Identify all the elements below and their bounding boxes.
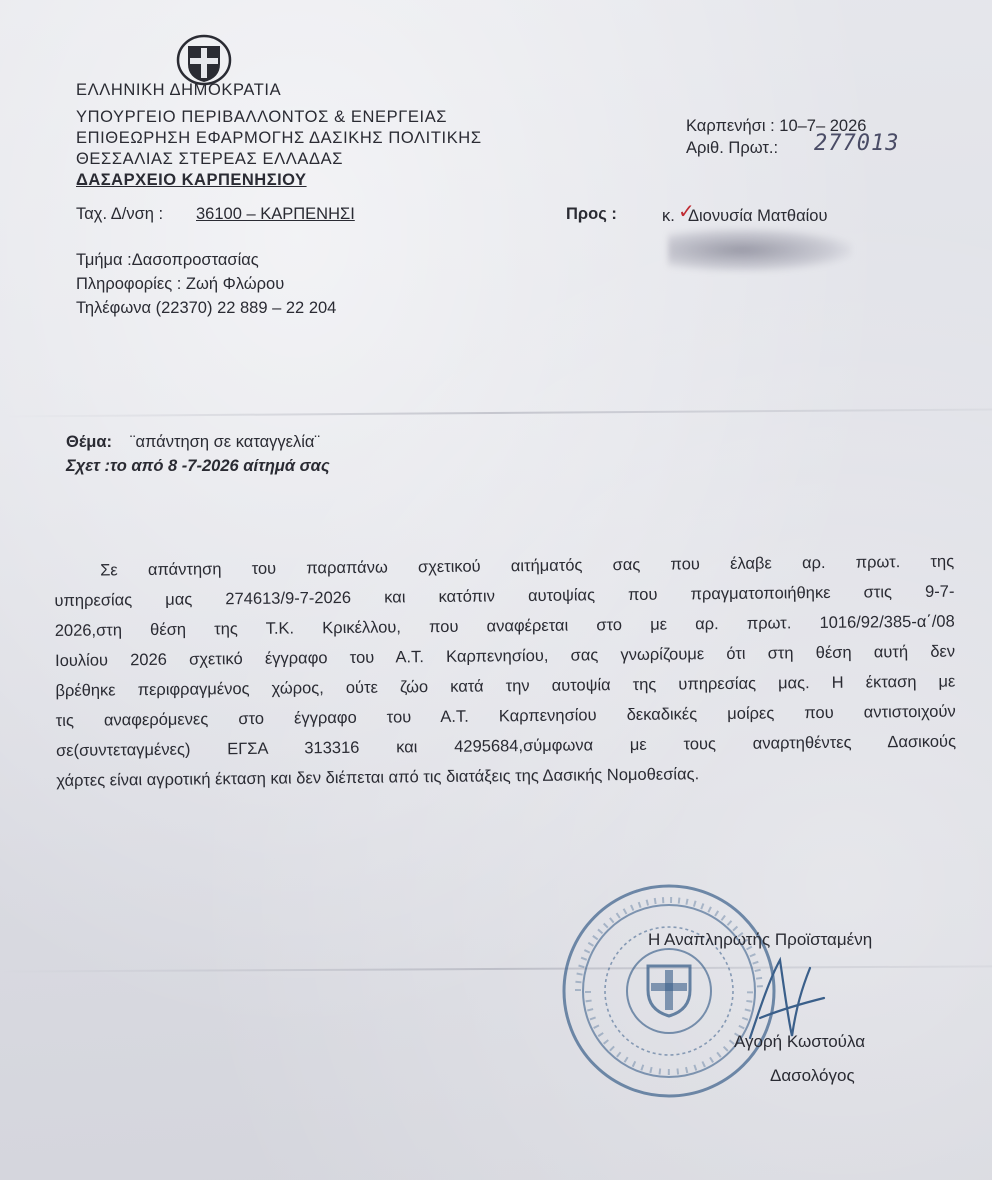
subject-value: ¨απάντηση σε καταγγελία¨ (130, 433, 320, 451)
greek-emblem-icon (176, 34, 232, 86)
header-line-1: ΕΛΛΗΝΙΚΗ ΔΗΜΟΚΡΑΤΙΑ (76, 81, 282, 99)
body-line: τις αναφερόμενες στο έγγραφο του Α.Τ. Καρπενησίου δεκαδικές μοίρες που αντιστοιχούν (55, 702, 956, 730)
redacted-address (668, 228, 852, 272)
check-mark-icon: ✓ (678, 201, 695, 223)
body-line: βρέθηκε περιφραγμένος χώρος, ούτε ζώο κατά την αυτοψία της υπηρεσίας μας. Η έκταση με (55, 672, 956, 700)
fold-crease (0, 409, 992, 418)
recipient-name: Διονυσία Ματθαίου (688, 207, 828, 225)
recipient-prefix: κ. (662, 207, 675, 225)
body-line: Σε απάντηση του παραπάνω σχετικού αιτήματός σας που έλαβε αρ. πρωτ. της (100, 552, 955, 580)
signature-title: Δασολόγος (770, 1066, 855, 1085)
department: Τμήμα :Δασοπροστασίας (76, 251, 259, 269)
signature-role: Η Αναπληρωτής Προϊσταμένη (648, 930, 873, 949)
body-paragraph (54, 547, 956, 796)
protocol-number: 277013 (814, 131, 900, 156)
address-label: Ταχ. Δ/νση : (76, 205, 164, 223)
phone-numbers: Τηλέφωνα (22370) 22 889 – 22 204 (76, 299, 337, 317)
header-line-4: ΘΕΣΣΑΛΙΑΣ ΣΤΕΡΕΑΣ ΕΛΛΑΔΑΣ (76, 150, 344, 168)
body-line: χάρτες είναι αγροτική έκταση και δεν διέπεται από τις διατάξεις της Δασικής Νομοθεσίας. (56, 765, 700, 790)
body-line: σε(συντεταγμένες) ΕΓΣΑ 313316 και 4295684,σύμφωνα με τους αναρτηθέντες Δασικούς (55, 732, 957, 760)
body-line: υπηρεσίας μας 274613/9-7-2026 και κατόπιν αυτοψίας που πραγματοποιήθηκε στις 9-7- (54, 582, 955, 610)
fold-crease (0, 965, 992, 972)
info-contact: Πληροφορίες : Ζωή Φλώρου (76, 275, 285, 293)
place-date: Καρπενήσι : 10–7– 2026 (686, 117, 867, 135)
protocol-label: Αριθ. Πρωτ.: (686, 139, 779, 157)
body-line: Ιουλίου 2026 σχετικό έγγραφο του Α.Τ. Καρπενησίου, σας γνωρίζουμε ότι στη θέση αυτή δεν (55, 642, 956, 670)
subject-label: Θέμα: (66, 433, 113, 451)
address-value: 36100 – ΚΑΡΠΕΝΗΣΙ (196, 205, 355, 223)
reference-line: Σχετ :το από 8 -7-2026 αίτημά σας (66, 457, 330, 475)
office-name: ΔΑΣΑΡΧΕΙΟ ΚΑΡΠΕΝΗΣΙΟΥ (76, 171, 307, 189)
recipient-label: Προς : (566, 205, 617, 223)
body-line: 2026,στη θέση της Τ.Κ. Κρικέλλου, που αναφέρεται στο με αρ. πρωτ. 1016/92/385-α΄/08 (54, 612, 955, 640)
signature-name: Αγορή Κωστούλα (734, 1032, 866, 1051)
header-line-3: ΕΠΙΘΕΩΡΗΣΗ ΕΦΑΡΜΟΓΗΣ ΔΑΣΙΚΗΣ ΠΟΛΙΤΙΚΗΣ (76, 129, 482, 147)
header-line-2: ΥΠΟΥΡΓΕΙΟ ΠΕΡΙΒΑΛΛΟΝΤΟΣ & ΕΝΕΡΓΕΙΑΣ (76, 108, 448, 126)
